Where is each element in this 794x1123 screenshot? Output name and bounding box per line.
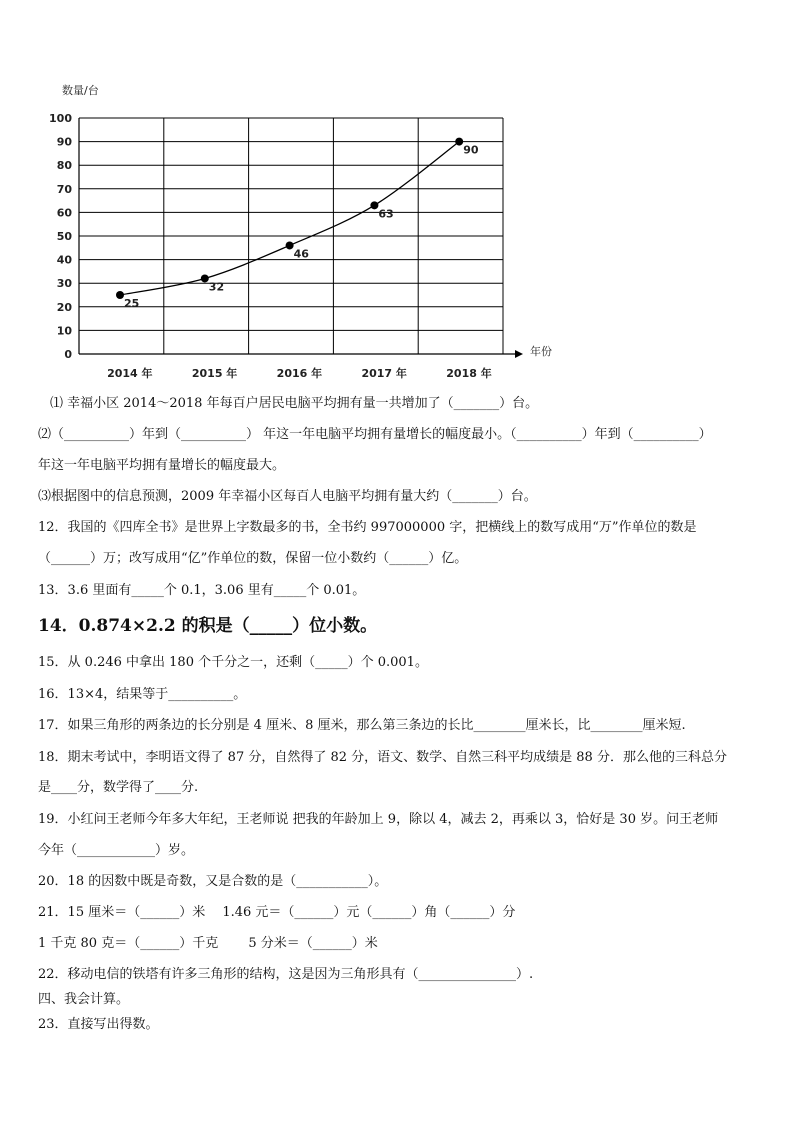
question-12-line-2: （______）万；改写成用“亿”作单位的数，保留一位小数约（______）亿。 <box>38 551 468 566</box>
line-chart <box>0 0 794 390</box>
x-tick-label: 2016 年 <box>276 367 323 380</box>
y-tick-label: 30 <box>56 277 72 291</box>
chart-grid <box>79 118 503 354</box>
y-tick-label: 10 <box>56 324 72 338</box>
question-22: 22．移动电信的铁塔有许多三角形的结构，这是因为三角形具有（_______________）. <box>38 967 534 982</box>
question-18-line-1: 18．期末考试中，李明语文得了 87 分，自然得了 82 分，语文、数学、自然三科平均成绩是 88 分．那么他的三科总分 <box>38 750 727 765</box>
question-19-line-1: 19．小红问王老师今年多大年纪，王老师说 把我的年龄加上 9，除以 4，减去 2，再乘以 3，恰好是 30 岁。问王老师 <box>38 812 719 827</box>
data-point <box>286 241 294 249</box>
y-tick-label: 20 <box>56 300 72 314</box>
question-18-line-2: 是____分，数学得了____分. <box>38 780 199 795</box>
question-19-line-2: 今年（____________）岁。 <box>38 843 195 858</box>
question-16: 16．13×4，结果等于__________。 <box>38 687 247 702</box>
chart-series <box>116 138 479 310</box>
data-label: 32 <box>208 280 225 294</box>
data-label: 63 <box>378 207 394 221</box>
y-tick-label: 0 <box>64 348 72 361</box>
data-point <box>116 291 124 299</box>
x-tick-label: 2015 年 <box>191 367 238 380</box>
x-tick-label: 2018 年 <box>446 367 492 380</box>
x-axis-label: 年份 <box>530 345 552 358</box>
data-point <box>370 201 378 209</box>
question-21-line-2: 1 千克 80 克＝（______）千克 5 分米＝（______）米 <box>38 936 378 951</box>
question-2-line-2: 年这一年电脑平均拥有量增长的幅度最大。 <box>38 458 286 473</box>
question-23: 23．直接写出得数。 <box>38 1017 159 1032</box>
data-point <box>201 274 209 282</box>
x-axis-arrow <box>515 350 523 358</box>
y-tick-label: 90 <box>56 135 72 149</box>
question-20: 20．18 的因数中既是奇数，又是合数的是（___________）。 <box>38 874 388 889</box>
y-tick-label: 40 <box>56 253 72 267</box>
data-label: 90 <box>463 143 479 157</box>
x-tick-label: 2017 年 <box>361 367 407 380</box>
question-21-line-1: 21．15 厘米＝（______）米 1.46 元＝（______）元（______）角（______）分 <box>38 905 516 920</box>
y-tick-label: 100 <box>49 112 72 125</box>
question-1: ⑴ 幸福小区 2014～2018 年每百户居民电脑平均拥有量一共增加了（_______）台。 <box>50 396 539 411</box>
section-4-heading: 四、我会计算。 <box>38 992 130 1007</box>
y-axis-label: 数量/台 <box>62 84 99 97</box>
question-2-line-1: ⑵（__________）年到（__________） 年这一年电脑平均拥有量增长的幅度最小。（__________）年到（__________） <box>38 427 712 442</box>
y-tick-label: 70 <box>56 182 72 196</box>
y-tick-label: 80 <box>56 159 72 173</box>
data-point <box>455 138 463 146</box>
data-label: 46 <box>293 247 309 261</box>
x-tick-label: 2014 年 <box>107 367 153 380</box>
y-tick-label: 50 <box>56 230 72 243</box>
question-3: ⑶根据图中的信息预测，2009 年幸福小区每百人电脑平均拥有量大约（_______）台。 <box>38 489 537 504</box>
question-15: 15．从 0.246 中拿出 180 个千分之一，还剩（_____）个 0.001。 <box>38 655 428 670</box>
series-line <box>120 142 459 295</box>
question-13: 13．3.6 里面有_____个 0.1，3.06 里有_____个 0.01。 <box>38 583 366 598</box>
data-label: 25 <box>124 297 140 310</box>
question-17: 17．如果三角形的两条边的长分别是 4 厘米、8 厘米，那么第三条边的长比________厘米长，比________厘米短. <box>38 718 686 733</box>
question-14: 14．0.874×2.2 的积是（_____）位小数。 <box>38 616 378 636</box>
y-tick-label: 60 <box>56 206 72 220</box>
question-12-line-1: 12．我国的《四库全书》是世界上字数最多的书，全书约 997000000 字，把横线上的数写成用“万”作单位的数是 <box>38 520 697 535</box>
